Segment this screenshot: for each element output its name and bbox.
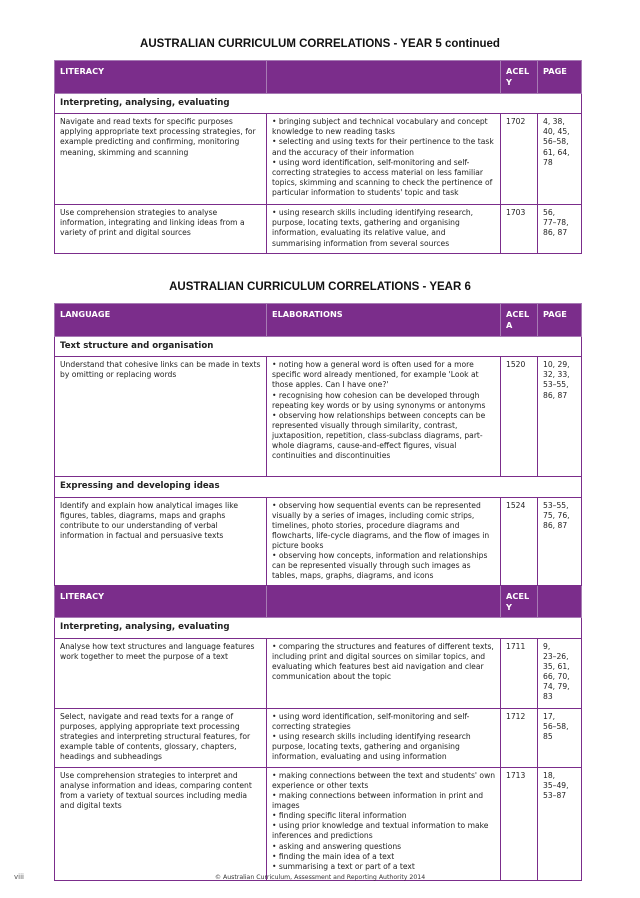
page-ref: 40, 45,: [543, 127, 570, 137]
elaboration-item: • making connections between the text and students' own experience or other texts: [272, 770, 496, 790]
table-row: [55, 708, 582, 767]
table-row: [55, 638, 582, 708]
page-ref: 35–49,: [543, 780, 569, 790]
elaboration-item: • summarising a text or part of a text: [272, 861, 415, 871]
row-elaborations: [267, 497, 501, 585]
page-ref: 86, 87: [543, 228, 568, 238]
page-ref: 61, 64,: [543, 147, 570, 157]
copyright-footer: © Australian Curriculum, Assessment and Reporting Authority 2014: [214, 874, 426, 881]
header-page: PAGE: [538, 304, 582, 337]
year5-title: AUSTRALIAN CURRICULUM CORRELATIONS - YEAR 5 continued: [140, 38, 500, 50]
year6-table: [54, 303, 582, 881]
table-header-row: [55, 304, 582, 337]
elaboration-item: • using word identification, self-monitoring and self-correcting strategies: [272, 711, 470, 731]
row-code: 1524: [501, 497, 538, 585]
page-number: viii: [14, 873, 24, 881]
row-pages: [538, 708, 582, 767]
page-ref: 4, 38,: [543, 117, 565, 127]
row-elaborations: [267, 708, 501, 767]
elaboration-item: • observing how relationships between concepts can be represented visually through similarity, contrast, juxtaposition, repetition, class-subclass diagrams, part-whole diagrams, cause-and-effect figures, visual continuities and discontinuities: [272, 410, 486, 461]
row-description: Analyse how text structures and language features work together to meet the purpose of a text: [55, 638, 267, 708]
row-description: Identify and explain how analytical images like figures, tables, diagrams, maps and graphs contribute to our understanding of verbal information in factual and persuasive texts: [55, 497, 267, 585]
page-ref: 77–78,: [543, 218, 569, 228]
table-row: [55, 767, 582, 880]
page-ref: 32, 33,: [543, 370, 570, 380]
elaboration-item: • using research skills including identifying research, purpose, locating texts, gathering and organising information, evaluating its relative value, and summarising information from several sources: [272, 208, 474, 248]
elaboration-item: • observing how concepts, information and relationships can be represented visually through such images as tables, maps, graphs, diagrams, and icons: [272, 551, 488, 581]
elaboration-item: • finding the main idea of a text: [272, 851, 395, 861]
elaboration-item: • using prior knowledge and textual information to make inferences and predictions: [272, 821, 489, 841]
row-description: Navigate and read texts for specific purposes applying appropriate text processing strategies, for example predicting and confirming, monitoring meaning, skimming and scanning: [55, 114, 267, 205]
page-ref: 10, 29,: [543, 360, 570, 370]
table-header-row: [55, 61, 582, 94]
row-code: 1703: [501, 205, 538, 254]
page-ref: 18,: [543, 770, 556, 780]
elaboration-item: • selecting and using texts for their pertinence to the task and the accuracy of their information: [272, 137, 494, 157]
year5-table: [54, 60, 582, 254]
page-ref: 78: [543, 157, 553, 167]
header-literacy: LITERACY: [55, 61, 267, 94]
table-row: [55, 205, 582, 254]
row-description: Use comprehension strategies to analyse information, integrating and linking ideas from a variety of print and digital sources: [55, 205, 267, 254]
page-ref: 83: [543, 692, 553, 702]
header-elaborations: ELABORATIONS: [267, 304, 501, 337]
page-ref: 56,: [543, 208, 556, 218]
subheading: Interpreting, analysing, evaluating: [55, 93, 582, 113]
elaboration-item: • using research skills including identifying research purpose, locating texts, gathering and organising information, evaluating and using information: [272, 732, 471, 762]
page-ref: 53–87: [543, 791, 567, 801]
subheading: Text structure and organisation: [55, 336, 582, 356]
elaboration-item: • finding specific literal information: [272, 811, 407, 821]
row-elaborations: [267, 767, 501, 880]
page-ref: 53–55,: [543, 380, 569, 390]
header-acely: ACELY: [501, 585, 538, 618]
year6-title: AUSTRALIAN CURRICULUM CORRELATIONS - YEAR 6: [169, 281, 471, 293]
header-page: PAGE: [538, 61, 582, 94]
subheading: Interpreting, analysing, evaluating: [55, 618, 582, 638]
row-description: Understand that cohesive links can be made in texts by omitting or replacing words: [55, 357, 267, 477]
row-code: 1711: [501, 638, 538, 708]
table-row: [55, 497, 582, 585]
subheading: Expressing and developing ideas: [55, 477, 582, 497]
page-ref: 35, 61,: [543, 662, 570, 672]
page-ref: 85: [543, 732, 553, 742]
row-code: 1713: [501, 767, 538, 880]
row-pages: [538, 497, 582, 585]
row-code: 1702: [501, 114, 538, 205]
page-ref: 75, 76,: [543, 510, 570, 520]
header-language: LANGUAGE: [55, 304, 267, 337]
row-pages: [538, 205, 582, 254]
elaboration-item: • comparing the structures and features of different texts, including print and digital sources on similar topics, and evaluating which features best aid navigation and clear communication about the topic: [272, 641, 494, 682]
elaboration-item: • observing how sequential events can be represented visually by a series of images, including comic strips, timelines, photo stories, procedure diagrams and flowcharts, life-cycle diagrams, and the flow of images in picture books: [272, 500, 490, 551]
page-ref: 23–26,: [543, 651, 569, 661]
row-pages: [538, 357, 582, 477]
header-blank: [267, 61, 501, 94]
row-code: 1712: [501, 708, 538, 767]
elaboration-item: • using word identification, self-monitoring and self-correcting strategies to access material on less familiar topics, skimming and scanning to check the pertinence of particular information to students' topic and task: [272, 157, 493, 197]
row-pages: [538, 767, 582, 880]
row-description: Use comprehension strategies to interpret and analyse information and ideas, comparing content from a variety of textual sources including media and digital texts: [55, 767, 267, 880]
table-row: [55, 114, 582, 205]
elaboration-item: • bringing subject and technical vocabulary and concept knowledge to new reading tasks: [272, 117, 488, 137]
row-pages: [538, 638, 582, 708]
table-row: [55, 357, 582, 477]
row-elaborations: [267, 114, 501, 205]
page-ref: 9,: [543, 641, 551, 651]
header-blank: [538, 585, 582, 618]
elaboration-item: • recognising how cohesion can be developed through repeating key words or by using synonyms or antonyms: [272, 390, 486, 410]
page-ref: 86, 87: [543, 390, 568, 400]
elaboration-item: • asking and answering questions: [272, 841, 402, 851]
header-literacy: LITERACY: [55, 585, 267, 618]
row-elaborations: [267, 205, 501, 254]
page-ref: 17,: [543, 711, 556, 721]
row-elaborations: [267, 638, 501, 708]
elaboration-item: • making connections between information in print and images: [272, 791, 484, 811]
header-blank: [267, 585, 501, 618]
page-ref: 74, 79,: [543, 682, 570, 692]
header-acely: ACELY: [501, 61, 538, 94]
row-elaborations: [267, 357, 501, 477]
page-ref: 56–58,: [543, 721, 569, 731]
row-description: Select, navigate and read texts for a range of purposes, applying appropriate text processing strategies and interpreting structural features, for example table of contents, glossary, chapters, headings and subheadings: [55, 708, 267, 767]
row-pages: [538, 114, 582, 205]
table-header-row: [55, 585, 582, 618]
page-ref: 86, 87: [543, 520, 568, 530]
header-acela: ACELA: [501, 304, 538, 337]
page-ref: 66, 70,: [543, 672, 570, 682]
elaboration-item: • noting how a general word is often used for a more specific word already mentioned, for example 'Look at those apples. Can I have one?': [272, 360, 479, 390]
page-ref: 53–55,: [543, 500, 569, 510]
row-code: 1520: [501, 357, 538, 477]
page-ref: 56–58,: [543, 137, 569, 147]
